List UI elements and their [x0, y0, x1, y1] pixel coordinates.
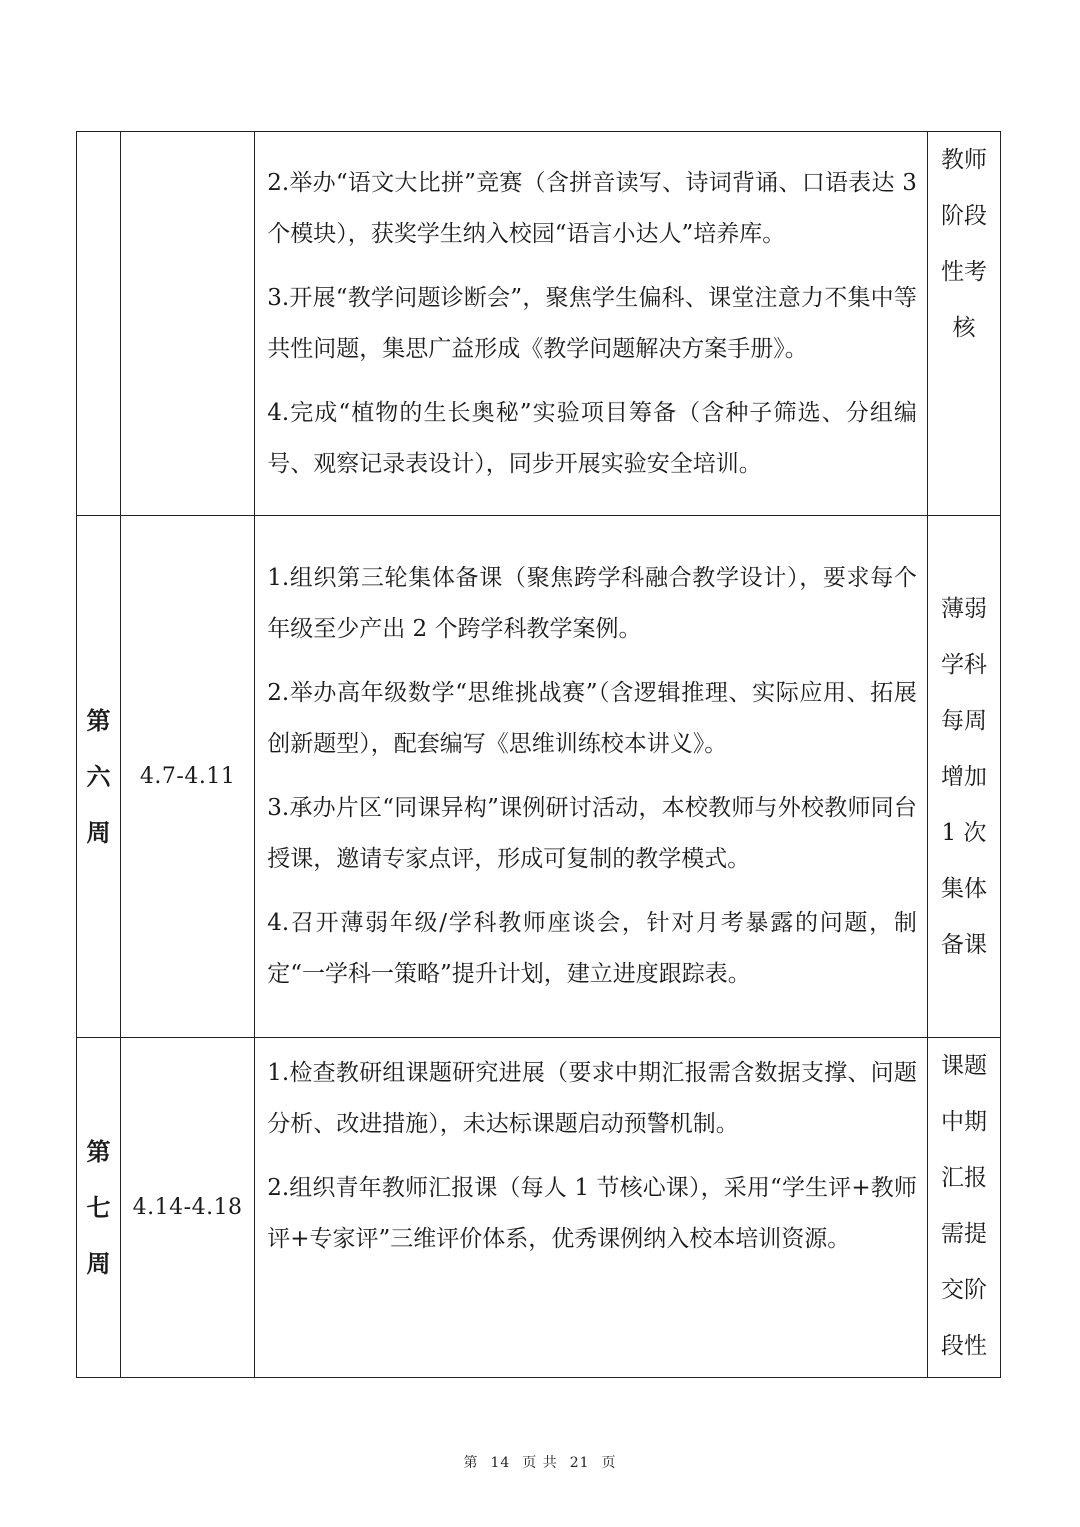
week-char: 七: [86, 1192, 111, 1222]
week-cell: [77, 132, 121, 516]
content-cell: [255, 132, 928, 516]
content-item: 2.组织青年教师汇报课（每人 1 节核心课），采用“学生评+教师评+专家评”三维评价体系，优秀课例纳入校本培训资源。: [267, 1175, 917, 1252]
content-item: 4.召开薄弱年级/学科教师座谈会，针对月考暴露的问题，制定“一学科一策略”提升计划，建立进度跟踪表。: [267, 910, 917, 987]
note-line: 每周: [940, 707, 987, 734]
note-cell: [927, 132, 1000, 516]
table-row: [77, 1038, 1001, 1378]
note-line: 集体: [940, 875, 987, 902]
page-footer: [0, 1452, 1080, 1472]
table-row: [77, 132, 1001, 516]
content-item: 3.承办片区“同课异构”课例研讨活动，本校教师与外校教师同台授课，邀请专家点评，形成可复制的教学模式。: [267, 795, 917, 872]
footer-prefix: 第: [463, 1455, 479, 1471]
note-line: 备课: [940, 931, 987, 958]
week-char: 周: [86, 817, 111, 847]
note-line: 教师: [940, 147, 987, 173]
content-item: 4.完成“植物的生长奥秘”实验项目筹备（含种子筛选、分组编号、观察记录表设计），同步开展实验安全培训。: [267, 399, 917, 477]
week-char: 六: [86, 761, 111, 791]
note-line: 1 次: [941, 819, 987, 846]
content-cell: [255, 516, 928, 1038]
content-item: 2.举办高年级数学“思维挑战赛”（含逻辑推理、实际应用、拓展创新题型），配套编写《思维训练校本讲义》。: [267, 680, 917, 757]
content-item: 3.开展“教学问题诊断会”，聚焦学生偏科、课堂注意力不集中等共性问题，集思广益形成《教学问题解决方案手册》。: [267, 284, 917, 362]
footer-suffix: 页: [601, 1455, 617, 1471]
note-line: 性考: [940, 259, 987, 285]
note-line: 增加: [940, 763, 987, 790]
schedule-table: [76, 131, 1001, 1378]
week-char: 第: [86, 1136, 111, 1166]
date-cell: 4.7-4.11: [121, 516, 255, 1038]
page-number: 14: [490, 1455, 511, 1471]
content-cell: [255, 1038, 928, 1378]
content-item: 2.举办“语文大比拼”竞赛（含拼音读写、诗词背诵、口语表达 3 个模块），获奖学生纳入校园“语言小达人”培养库。: [267, 169, 917, 247]
week-char: 第: [86, 705, 111, 735]
table-row: [77, 516, 1001, 1038]
page-total: 21: [569, 1455, 590, 1471]
note-line: 学科: [940, 651, 987, 678]
date-cell: 4.14-4.18: [121, 1038, 255, 1378]
note-line: 交阶: [940, 1277, 987, 1303]
date-cell: [121, 132, 255, 516]
note-cell: [927, 1038, 1000, 1378]
footer-mid: 页 共: [522, 1455, 558, 1471]
content-item: 1.组织第三轮集体备课（聚焦跨学科融合教学设计），要求每个年级至少产出 2 个跨学科教学案例。: [267, 565, 917, 642]
note-line: 段性: [940, 1333, 987, 1359]
note-line: 核: [952, 315, 976, 341]
week-cell: [77, 1038, 121, 1378]
note-line: 薄弱: [940, 595, 987, 622]
note-line: 阶段: [940, 203, 987, 229]
note-line: 需提: [940, 1221, 987, 1247]
content-item: 1.检查教研组课题研究进展（要求中期汇报需含数据支撑、问题分析、改进措施），未达标课题启动预警机制。: [267, 1060, 917, 1137]
note-cell: [927, 516, 1000, 1038]
note-line: 中期: [940, 1109, 987, 1135]
week-cell: [77, 516, 121, 1038]
note-line: 汇报: [940, 1165, 987, 1191]
note-line: 课题: [940, 1053, 987, 1079]
week-char: 周: [86, 1248, 111, 1278]
